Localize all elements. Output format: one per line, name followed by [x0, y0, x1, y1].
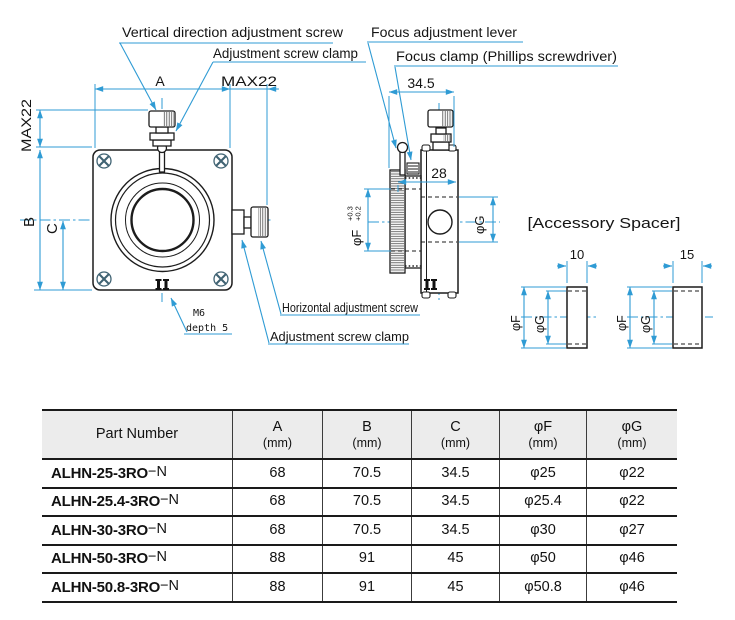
part-number-suffix: −N: [160, 577, 180, 594]
part-number: ALHN-30-3RO: [51, 521, 148, 539]
dim-a: A: [155, 73, 165, 89]
table-cell: 91: [323, 574, 412, 601]
callout-screw-clamp-top: Adjustment screw clamp: [213, 46, 358, 61]
spacer-10mm: [567, 287, 587, 348]
header-cell-b: [323, 411, 412, 458]
header-unit: (mm): [352, 435, 382, 450]
table-row: [42, 489, 677, 518]
table-cell: 45: [412, 574, 500, 601]
front-view: [93, 111, 268, 290]
dim-b: B: [21, 216, 38, 227]
header-cell-c: [412, 411, 500, 458]
callout-depth: depth 5: [186, 323, 229, 334]
dim-spacer1-phi-f: φF: [509, 315, 523, 331]
table-cell: 34.5: [412, 460, 500, 487]
header-cell-a: [233, 411, 323, 458]
dim-34-5: 34.5: [407, 75, 435, 91]
header-unit: (mm): [528, 435, 558, 450]
table-cell: 34.5: [412, 517, 500, 544]
table-cell: 88: [233, 574, 323, 601]
focus-screw-assembly: [428, 110, 453, 150]
table-cell: 68: [233, 517, 323, 544]
part-number-suffix: −N: [147, 463, 167, 480]
accessory-spacer-title: [Accessory Spacer]: [527, 216, 681, 232]
part-number-suffix: −N: [147, 520, 167, 537]
table-cell: φ50: [500, 546, 587, 573]
header-title: Part Number: [95, 426, 179, 443]
table-cell: φ25: [500, 460, 587, 487]
dim-spacer1-phi-g: φG: [533, 315, 547, 333]
part-number-cell: [42, 489, 233, 516]
phi-f-tol-lower: +0.2: [353, 206, 363, 221]
header-cell--g: [587, 411, 677, 458]
header-title: φF: [533, 418, 553, 435]
part-number-cell: [42, 546, 233, 573]
dim-spacer2-phi-g: φG: [639, 315, 653, 333]
table-cell: φ27: [619, 521, 645, 538]
dim-28: 28: [431, 165, 447, 181]
callout-focus-clamp: Focus clamp (Phillips screwdriver): [396, 49, 617, 64]
dim-spacer1-thickness: 10: [569, 247, 585, 262]
dim-spacer2-phi-f: φF: [615, 315, 629, 331]
header-title: B: [362, 418, 372, 435]
part-number: ALHN-50.8-3RO: [51, 578, 161, 596]
header-cell--f: [500, 411, 587, 458]
table-row: [42, 546, 677, 575]
table-cell: φ30: [500, 517, 587, 544]
callout-horizontal-screw: Horizontal adjustment screw: [282, 300, 419, 315]
dim-phi-f-side: [346, 206, 365, 246]
table-cell: 68: [233, 460, 323, 487]
dim-max22-top: MAX22: [221, 73, 278, 89]
dim-phi-g-side: φG: [472, 215, 487, 234]
header-unit: (mm): [617, 435, 647, 450]
table-cell: 68: [233, 489, 323, 516]
dim-c: C: [44, 223, 61, 234]
part-number: ALHN-50-3RO: [51, 550, 148, 568]
header-unit: (mm): [440, 435, 471, 450]
header-title: A: [272, 418, 283, 435]
part-number: ALHN-25.4-3RO: [51, 493, 161, 511]
table-cell: 70.5: [323, 460, 412, 487]
spec-table: [42, 409, 677, 603]
table-cell: 88: [233, 546, 323, 573]
part-number-suffix: −N: [160, 492, 180, 509]
part-number-cell: [42, 460, 233, 487]
callout-focus-lever: Focus adjustment lever: [371, 25, 518, 40]
callout-m6: M6: [193, 308, 206, 319]
table-body: [42, 460, 677, 603]
table-cell: φ50.8: [500, 574, 587, 601]
dim-max22-left: MAX22: [18, 106, 34, 152]
table-cell: φ22: [619, 464, 645, 481]
table-row: [42, 460, 677, 489]
callout-screw-clamp-bottom: Adjustment screw clamp: [270, 329, 409, 344]
table-cell: 70.5: [323, 489, 412, 516]
header-title: C: [450, 418, 461, 435]
phi-f-label: φF: [349, 229, 364, 246]
dim-spacer2-thickness: 15: [679, 247, 695, 262]
part-number-cell: [42, 517, 233, 544]
header-unit: (mm): [262, 435, 293, 450]
part-number: ALHN-25-3RO: [51, 464, 148, 482]
header-cell-part-number: [42, 411, 233, 458]
table-cell: φ46: [619, 578, 645, 595]
horizontal-screw-assembly: [232, 207, 268, 237]
focus-clamp-screw: [407, 163, 419, 174]
table-cell: 45: [412, 546, 500, 573]
spacer-15mm: [673, 287, 702, 348]
table-cell: 91: [323, 546, 412, 573]
table-cell: 34.5: [412, 489, 500, 516]
table-row: [42, 574, 677, 603]
callout-vertical-screw: Vertical direction adjustment screw: [122, 25, 344, 40]
table-cell: 70.5: [323, 517, 412, 544]
table-row: [42, 517, 677, 546]
part-number-suffix: −N: [147, 549, 167, 566]
side-view: [390, 110, 458, 298]
table-cell: φ22: [619, 493, 645, 510]
phi-f-tol-upper: +0.3: [345, 206, 355, 221]
table-cell: φ25.4: [500, 489, 587, 516]
part-number-cell: [42, 574, 233, 601]
lens-barrel: [390, 170, 421, 273]
table-header-row: [42, 411, 677, 460]
table-cell: φ46: [619, 550, 645, 567]
header-title: φG: [621, 418, 643, 435]
